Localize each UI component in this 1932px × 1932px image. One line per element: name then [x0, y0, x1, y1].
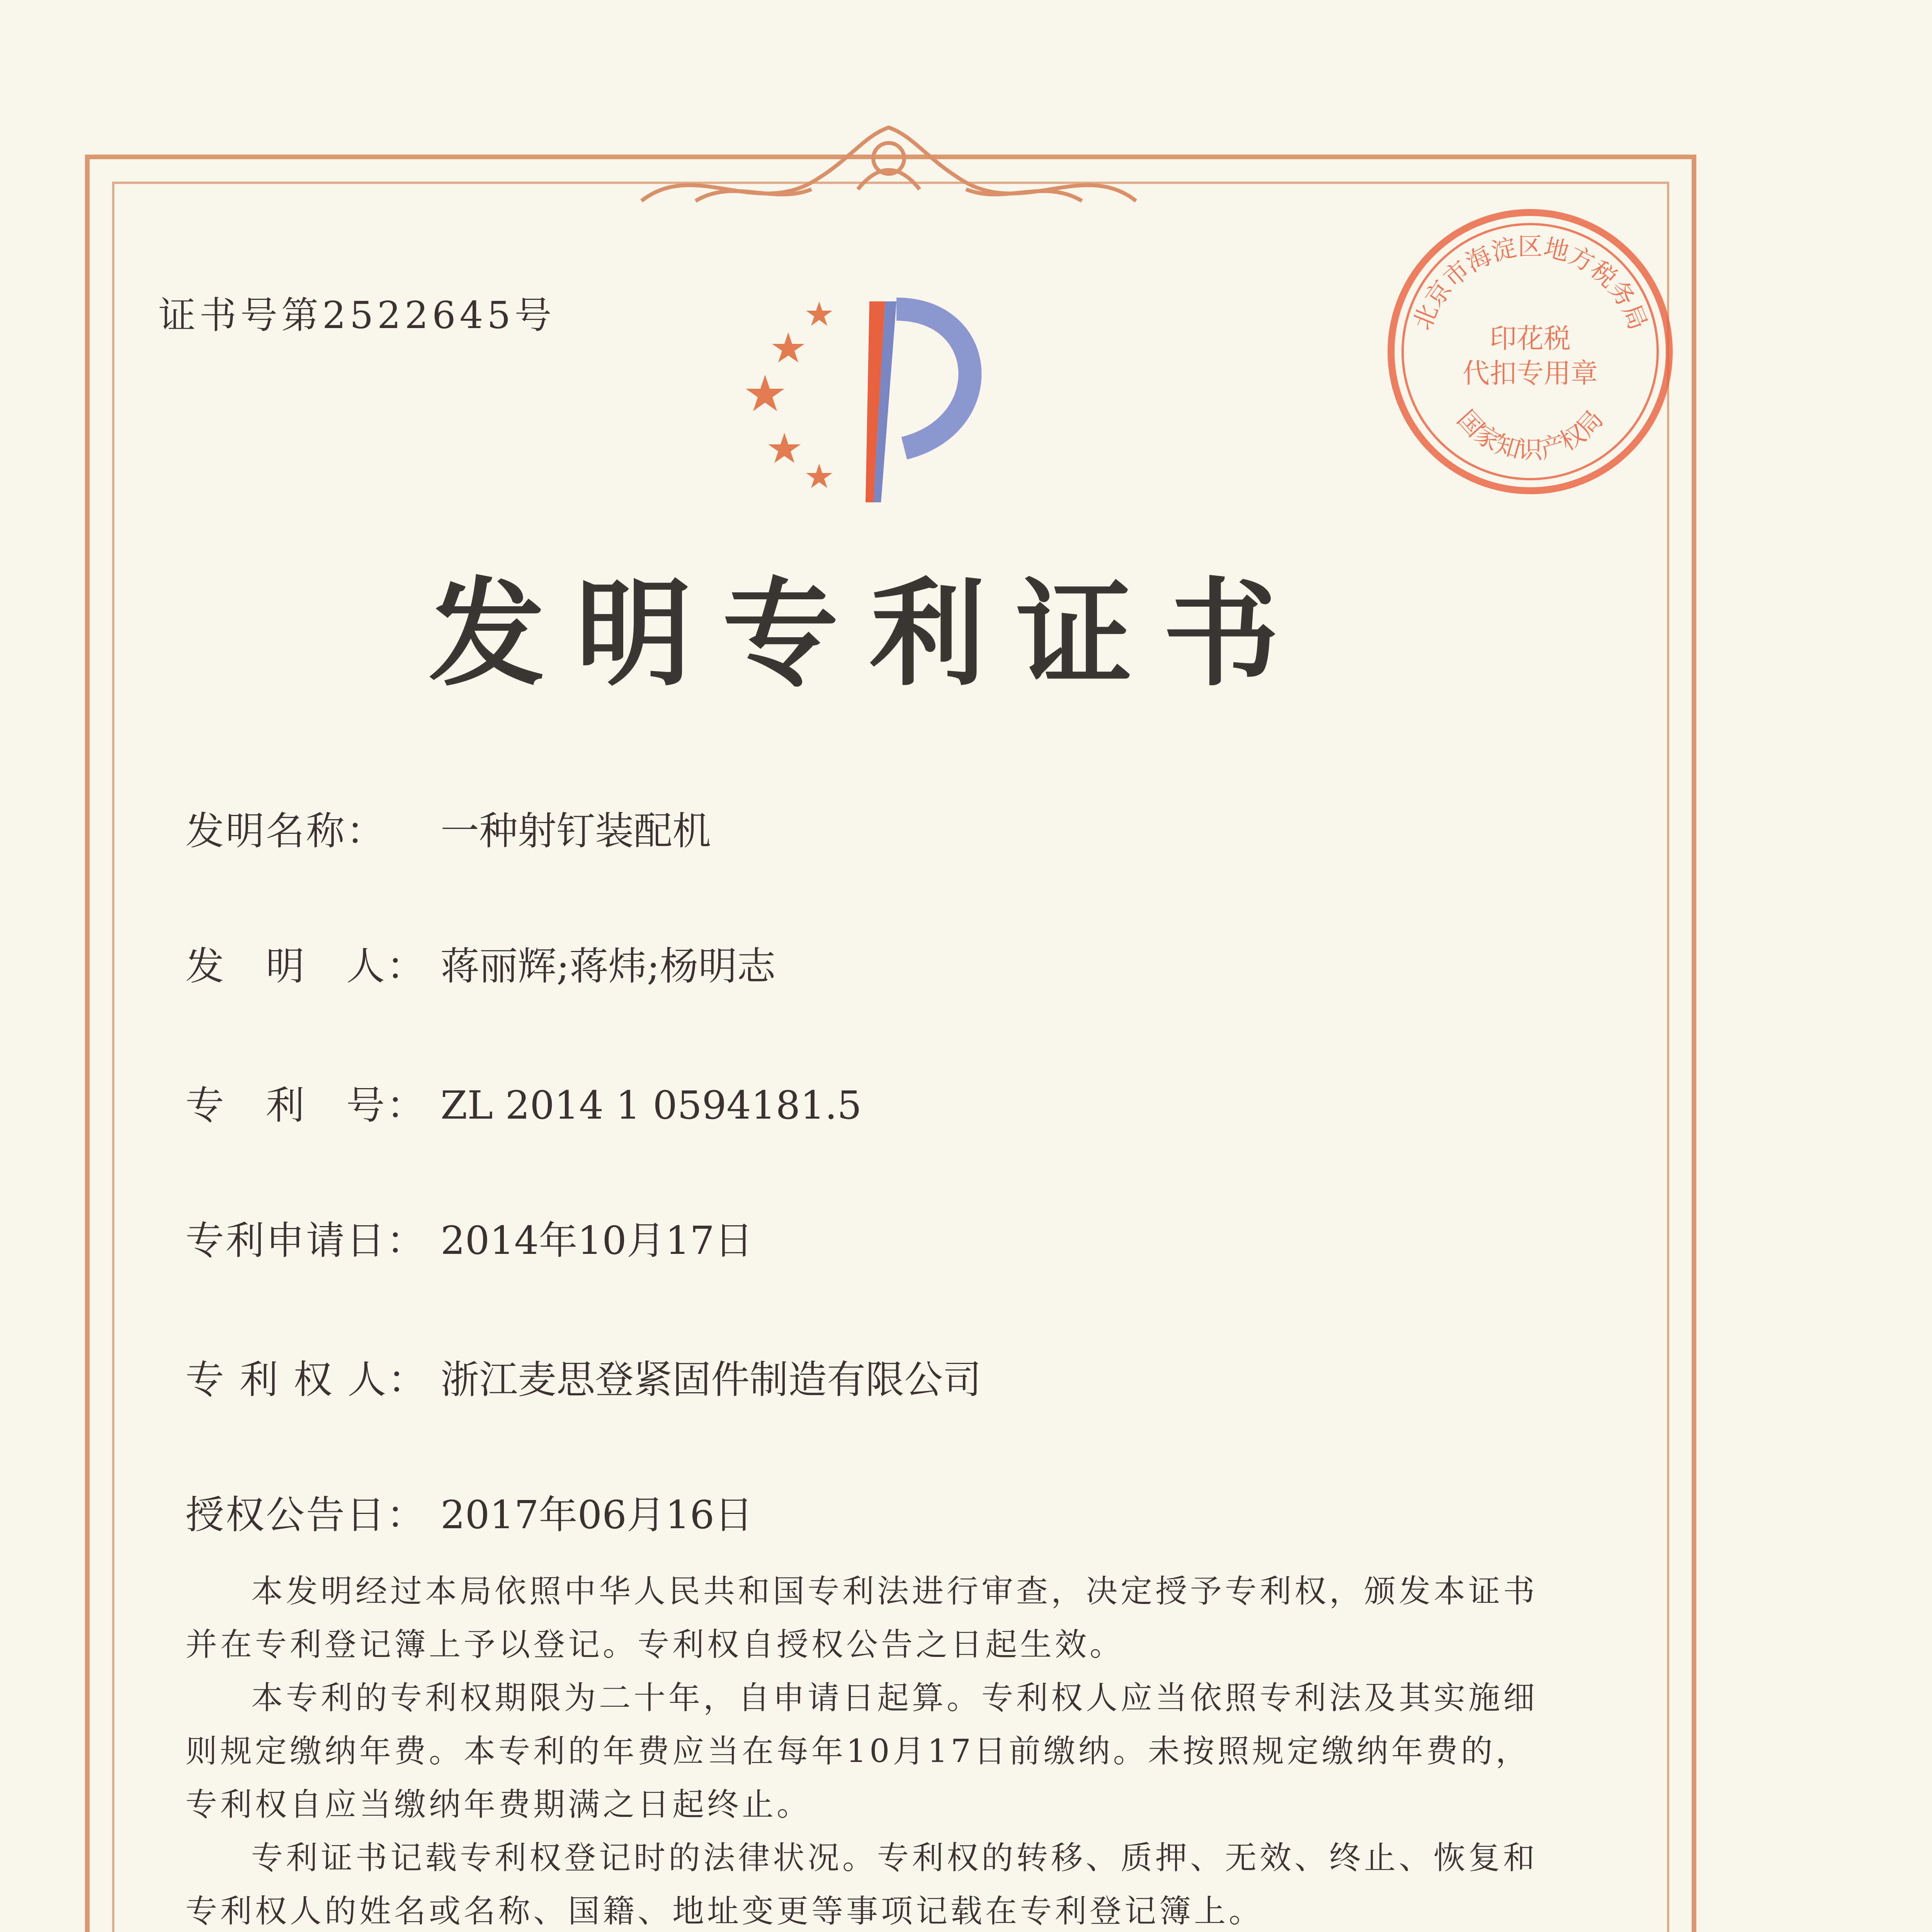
- field-grant-date: [185, 1484, 753, 1539]
- certificate-title: 发明专利证书: [429, 567, 1310, 702]
- top-ornament: [618, 112, 1159, 228]
- field-value: 2014年10月17日: [440, 1218, 753, 1263]
- field-application-date: [185, 1209, 753, 1265]
- certificate-number: 证书号第2522645号: [158, 294, 556, 337]
- field-label: 发 明 人：: [185, 944, 427, 989]
- seal-center-line: 代扣专用章: [1463, 357, 1598, 389]
- field-label: 授权公告日：: [185, 1492, 427, 1537]
- field-value: ZL 2014 1 0594181.5: [440, 1083, 862, 1128]
- seal-center-line: 印花税: [1490, 323, 1571, 354]
- body-paragraph: 专利证书记载专利权登记时的法律状况。专利权的转移、质押、无效、终止、恢复和专利权人的姓名或名称、国籍、地址变更等事项记载在专利登记簿上。: [185, 1840, 1538, 1930]
- field-inventors: [185, 935, 776, 991]
- field-patent-number: [185, 1074, 862, 1130]
- field-label: 专利申请日：: [185, 1218, 427, 1263]
- field-value: 浙江麦思登紧固件制造有限公司: [440, 1357, 981, 1402]
- field-value: 一种射钉装配机: [440, 808, 711, 854]
- patent-office-logo: [742, 286, 1036, 526]
- field-label: 专 利 权 人：: [185, 1357, 428, 1402]
- field-value: 2017年06月16日: [440, 1492, 753, 1537]
- field-invention-name: [185, 800, 711, 855]
- tax-stamp-seal: [1376, 197, 1685, 506]
- certificate-body: [185, 1565, 1557, 1932]
- field-label: 发明名称：: [185, 808, 386, 854]
- svg-text:国家知识产权局: 国家知识产权局: [1451, 405, 1609, 465]
- field-label: 专 利 号：: [185, 1083, 427, 1128]
- body-paragraph: 本专利的专利权期限为二十年，自申请日起算。专利权人应当依照专利法及其实施细则规定缴纳年费。本专利的年费应当在每年10月17日前缴纳。未按照规定缴纳年费的，专利权自应当缴纳年费期满之日起终止。: [185, 1680, 1538, 1823]
- svg-text:北京市海淀区地方税务局: 北京市海淀区地方税务局: [1408, 233, 1653, 334]
- field-patentee: [185, 1349, 981, 1404]
- field-value: 蒋丽辉;蒋炜;杨明志: [440, 944, 776, 989]
- body-paragraph: 本发明经过本局依照中华人民共和国专利法进行审查，决定授予专利权，颁发本证书并在专利登记簿上予以登记。专利权自授权公告之日起生效。: [185, 1573, 1538, 1663]
